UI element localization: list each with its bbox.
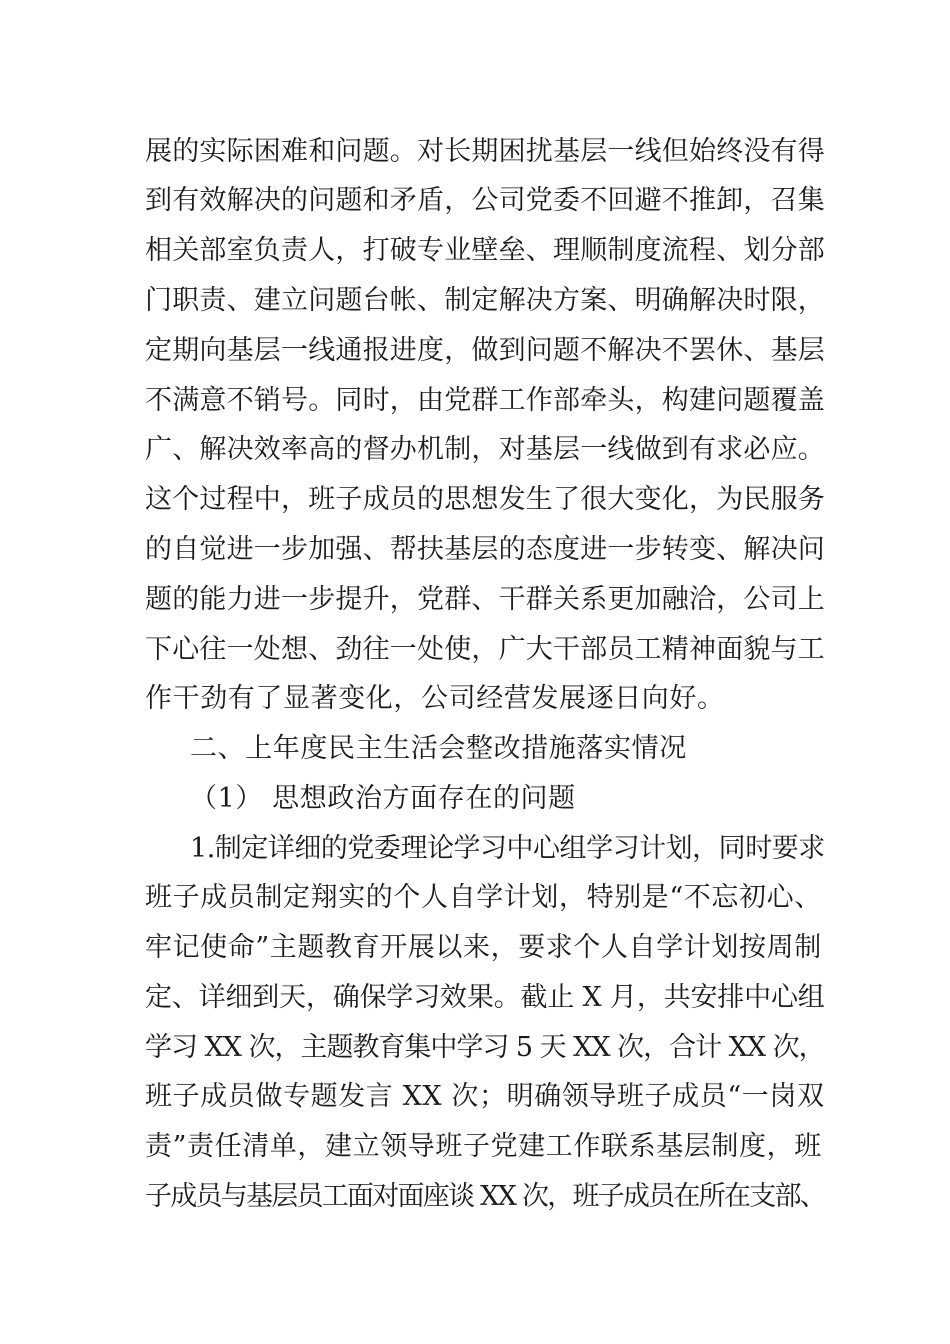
body-text-line: 班子成员制定翔实的个人自学计划，特别是“不忘初心、	[145, 882, 822, 913]
body-text-line: 责”责任清单，建立领导班子党建工作联系基层制度，班	[145, 1131, 822, 1162]
subsection-heading: （1） 思想政治方面存在的问题	[190, 783, 576, 814]
body-text-line: 牢记使命”主题教育开展以来，要求个人自学计划按周制	[145, 932, 822, 963]
section-heading: 二、上年度民主生活会整改措施落实情况	[190, 733, 687, 764]
body-text-line: 班子成员做专题发言 XX 次；明确领导班子成员“一岗双	[145, 1081, 825, 1112]
body-text-line: 这个过程中，班子成员的思想发生了很大变化，为民服务	[145, 484, 825, 515]
body-text-line: 作干劲有了显著变化，公司经营发展逐日向好。	[145, 683, 725, 714]
body-text-line: 相关部室负责人，打破专业壁垒、理顺制度流程、划分部	[145, 235, 825, 266]
body-text-line: 展的实际困难和问题。对长期困扰基层一线但始终没有得	[145, 136, 825, 167]
body-text-line: 子成员与基层员工面对面座谈 XX 次，班子成员在所在支部、	[145, 1181, 826, 1212]
body-text-line: 的自觉进一步加强、帮扶基层的态度进一步转变、解决问	[145, 534, 825, 565]
body-text-line: 门职责、建立问题台帐、制定解决方案、明确解决时限，	[145, 285, 825, 316]
body-text-line: 定期向基层一线通报进度，做到问题不解决不罢休、基层	[145, 335, 825, 366]
body-text-line: 学习 XX 次，主题教育集中学习 5 天 XX 次，合计 XX 次，	[145, 1032, 825, 1063]
body-text-line: 到有效解决的问题和矛盾，公司党委不回避不推卸，召集	[145, 185, 825, 216]
body-text-line: 下心往一处想、劲往一处使，广大干部员工精神面貌与工	[145, 634, 825, 665]
body-text-line: 定、详细到天，确保学习效果。截止 X 月，共安排中心组	[145, 982, 825, 1013]
body-text-line: 不满意不销号。同时，由党群工作部牵头，构建问题覆盖	[145, 385, 825, 416]
body-text-line: 题的能力进一步提升，党群、干群关系更加融洽，公司上	[145, 584, 825, 615]
body-text-line: 广、解决效率高的督办机制，对基层一线做到有求必应。	[145, 434, 825, 465]
body-text-line: 1.制定详细的党委理论学习中心组学习计划，同时要求	[190, 833, 825, 864]
